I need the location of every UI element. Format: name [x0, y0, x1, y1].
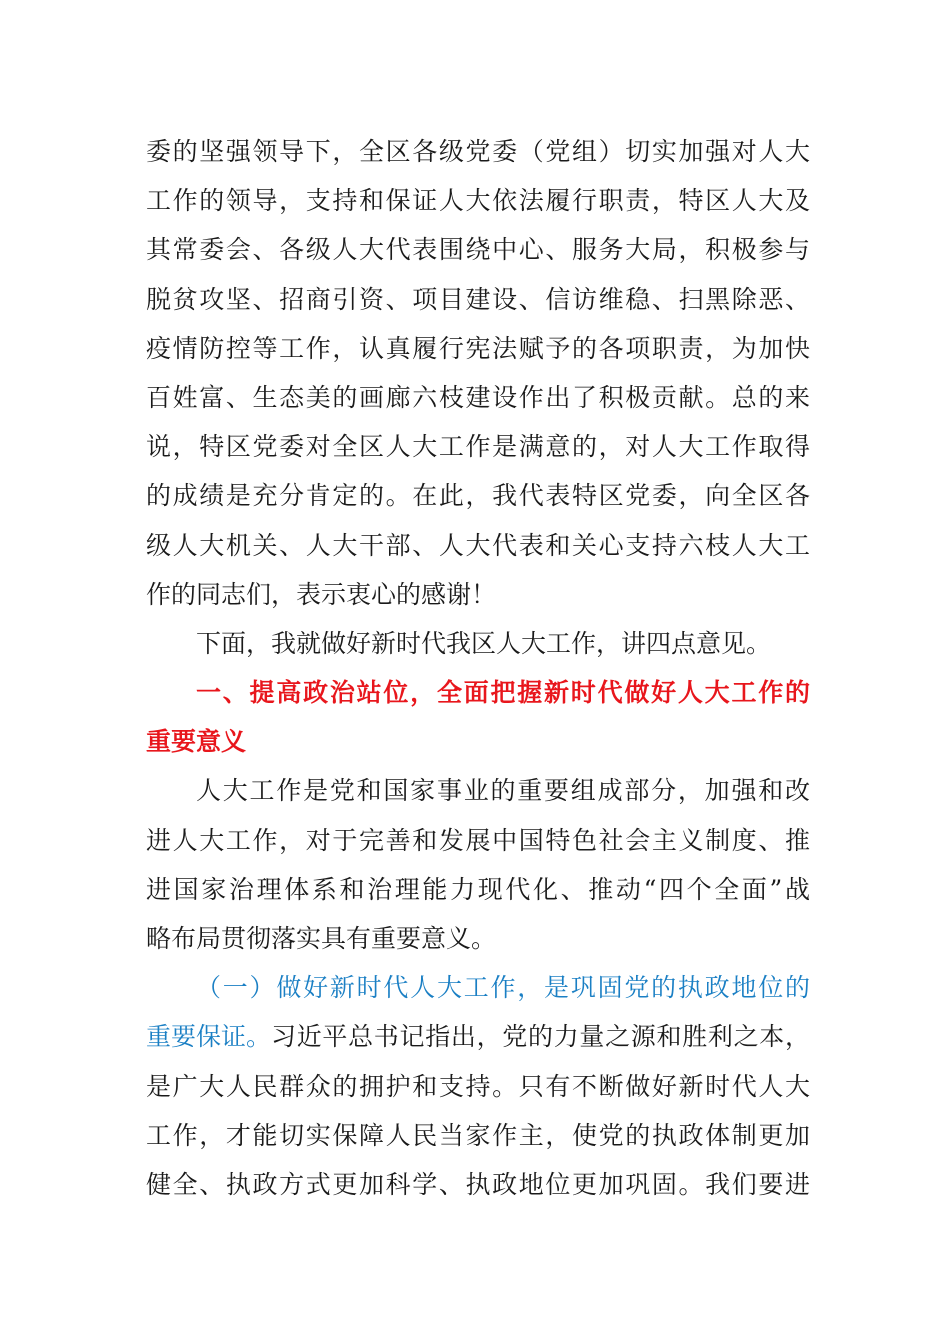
- body-text: 习近平总书记指出，党的力量之源和胜利之本，: [271, 1022, 810, 1052]
- text-line: 工作，才能切实保障人民当家作主，使党的执政体制更加: [146, 1120, 810, 1150]
- heading-line: 一、提高政治站位，全面把握新时代做好人大工作的: [196, 678, 810, 708]
- paragraph-subsection-1: [146, 963, 810, 1209]
- text-line: 脱贫攻坚、招商引资、项目建设、信访维稳、扫黑除恶、: [146, 284, 810, 314]
- text-line: [146, 1012, 810, 1061]
- text-line: 下面，我就做好新时代我区人大工作，讲四点意见。: [196, 628, 772, 658]
- subheading-line: （一）做好新时代人大工作，是巩固党的执政地位的: [196, 973, 810, 1003]
- text-line: 进人大工作，对于完善和发展中国特色社会主义制度、推: [146, 825, 810, 855]
- text-line: 是广大人民群众的拥护和支持。只有不断做好新时代人大: [146, 1071, 810, 1101]
- text-line: 疫情防控等工作，认真履行宪法赋予的各项职责，为加快: [146, 333, 810, 363]
- paragraph-thanks: [146, 127, 810, 619]
- text-line: 级人大机关、人大干部、人大代表和关心支持六枝人大工: [146, 530, 810, 560]
- text-line: 作的同志们，表示衷心的感谢！: [146, 579, 497, 609]
- subheading-text: 重要保证。: [146, 1022, 272, 1052]
- text-line: 工作的领导，支持和保证人大依法履行职责，特区人大及: [146, 186, 810, 216]
- paragraph-intro: [146, 619, 810, 668]
- text-line: 百姓富、生态美的画廊六枝建设作出了积极贡献。总的来: [146, 382, 810, 412]
- text-line: 健全、执政方式更加科学、执政地位更加巩固。我们要进: [146, 1169, 810, 1199]
- text-line: 进国家治理体系和治理能力现代化、推动“四个全面”战: [146, 874, 810, 904]
- text-line: 说，特区党委对全区人大工作是满意的，对人大工作取得: [146, 432, 810, 462]
- section-heading-1: [146, 668, 810, 766]
- text-line: 的成绩是充分肯定的。在此，我代表特区党委，向全区各: [146, 481, 810, 511]
- document-body: [146, 127, 810, 1209]
- text-line: 略布局贯彻落实具有重要意义。: [146, 924, 497, 953]
- paragraph-significance: [146, 766, 810, 963]
- text-line: 其常委会、各级人大代表围绕中心、服务大局，积极参与: [146, 235, 810, 265]
- text-line: 人大工作是党和国家事业的重要组成部分，加强和改: [196, 776, 810, 806]
- text-line: 委的坚强领导下，全区各级党委（党组）切实加强对人大: [146, 137, 810, 166]
- heading-line: 重要意义: [146, 727, 247, 757]
